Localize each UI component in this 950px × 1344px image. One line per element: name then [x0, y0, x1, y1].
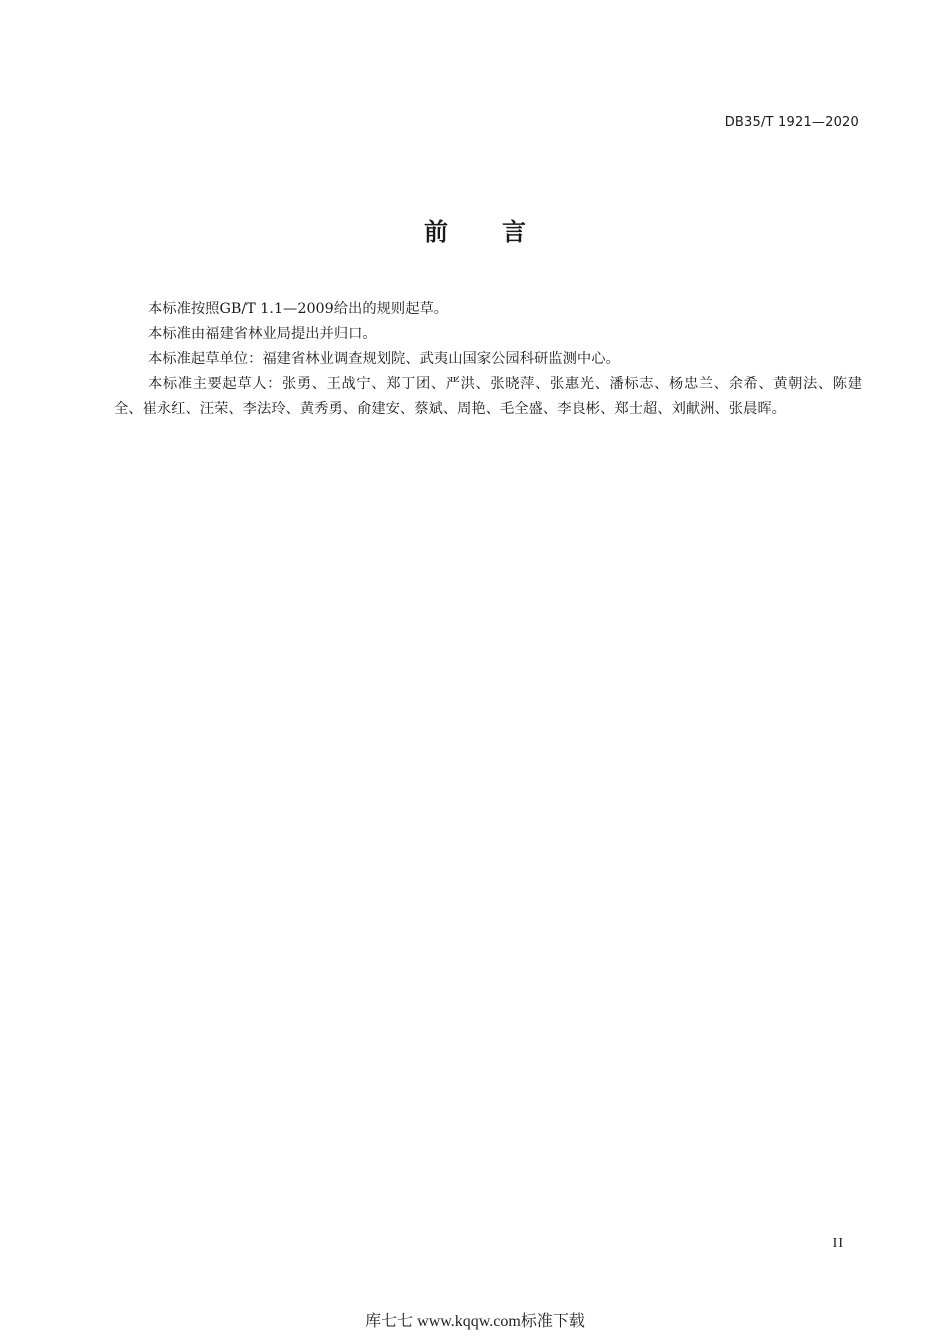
page-title: [0, 212, 950, 247]
standard-number: DB35/T 1921—2020: [724, 115, 859, 130]
paragraph-drafters: 本标准主要起草人：张勇、王战宁、郑丁团、严洪、张晓萍、张惠光、潘标志、杨忠兰、余希、黄朝法、陈建全、崔永红、汪荣、李法玲、黄秀勇、俞建安、蔡斌、周艳、毛全盛、李良彬、郑士超、刘献洲、张晨晖。: [114, 376, 862, 417]
title-char-1: 前: [424, 218, 448, 246]
paragraph-proposer: 本标准由福建省林业局提出并归口。: [148, 326, 377, 342]
page-number: II: [832, 1236, 844, 1251]
watermark-text: 库七七 www.kqqw.com标准下载: [365, 1313, 585, 1330]
paragraph-drafting-units: 本标准起草单位：福建省林业调查规划院、武夷山国家公园科研监测中心。: [148, 351, 620, 367]
title-char-2: 言: [502, 218, 526, 246]
paragraph-drafting-rules: 本标准按照GB/T 1.1—2009给出的规则起草。: [148, 301, 449, 317]
foreword-body: [114, 297, 862, 422]
